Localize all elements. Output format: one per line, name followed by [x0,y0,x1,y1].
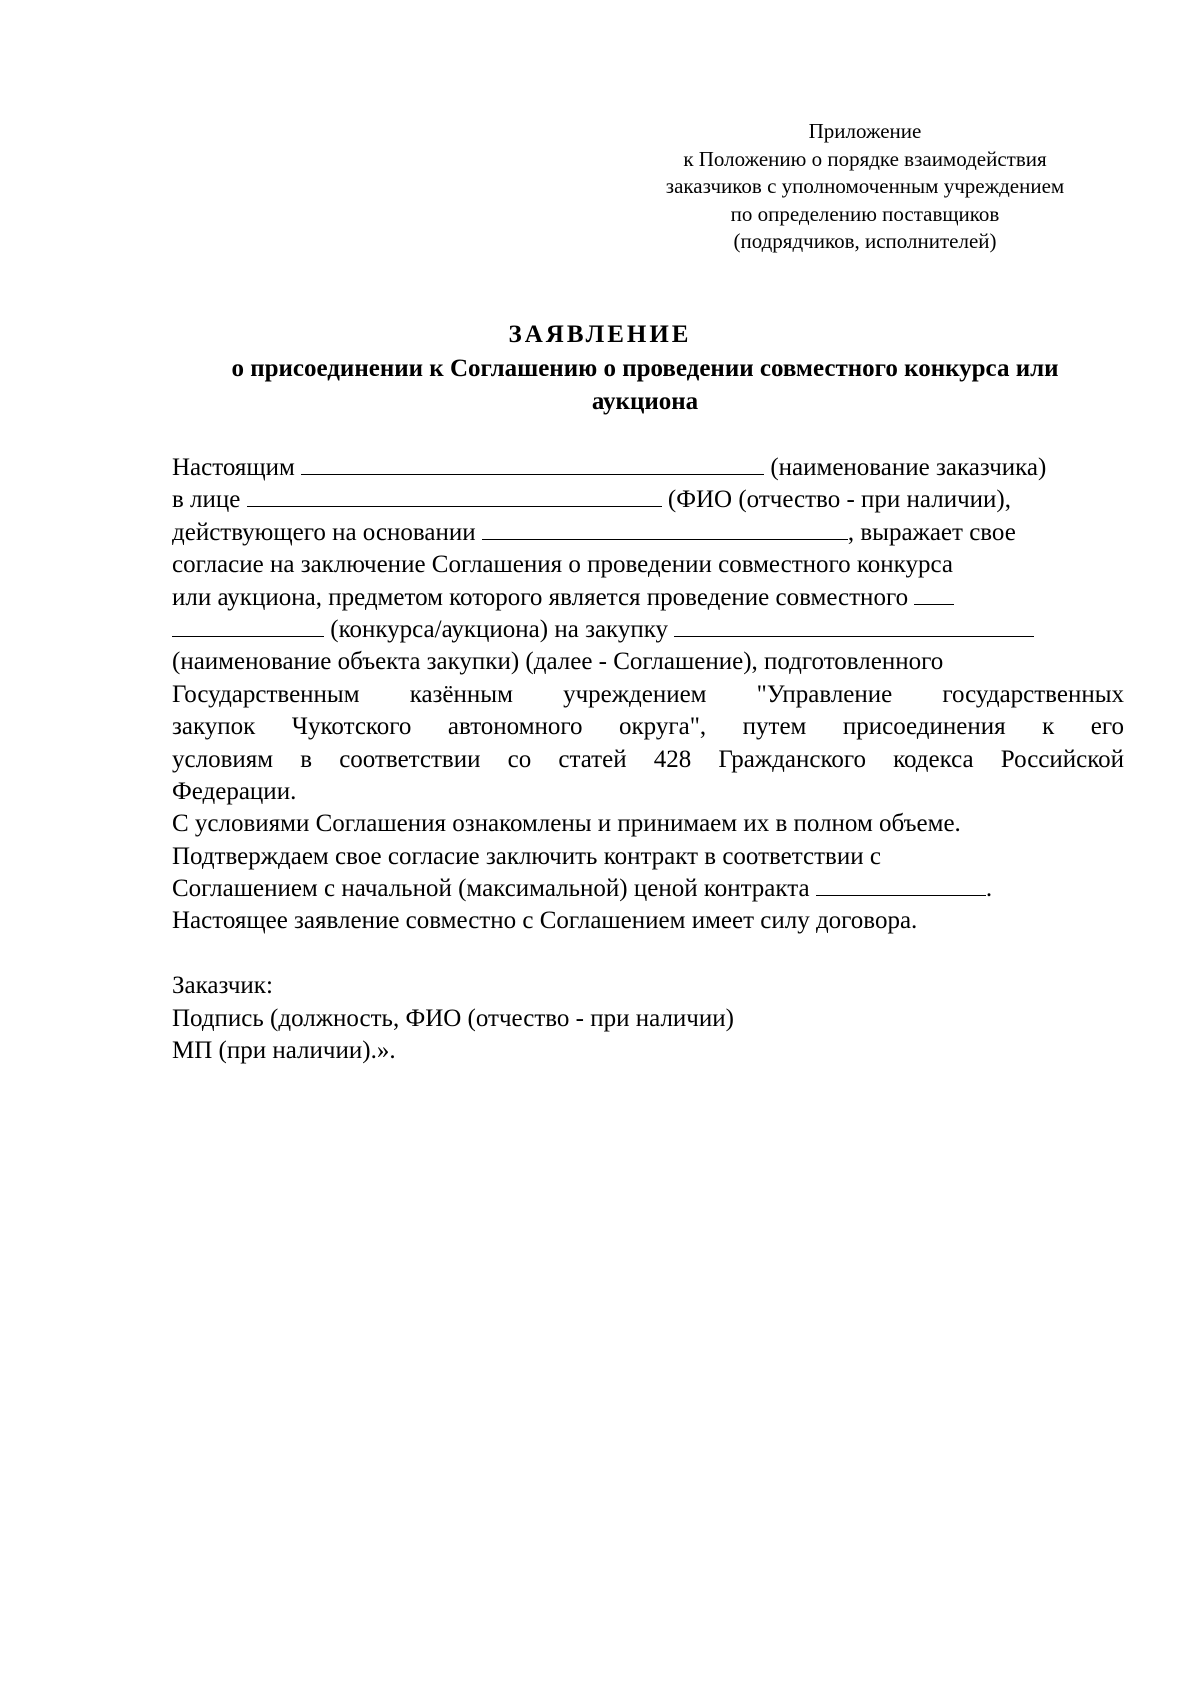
appendix-line: (подрядчиков, исполнителей) [733,229,997,253]
body-text: (конкурса/аукциона) на закупку [330,615,669,643]
body-line [172,452,1124,484]
customer-name-blank [301,452,764,475]
appendix-line: к Положению о порядке взаимодействия [683,146,1047,171]
representative-name-blank [247,484,662,507]
body-line [172,873,1124,905]
body-line [172,582,1124,614]
procurement-type-blank [914,582,954,605]
body-text: , выражает свое [847,518,1016,546]
body-line [172,484,1124,516]
body-line: закупок Чукотского автономного округа", путем присоединения к его [172,713,1124,741]
body-line: Подтверждаем свое согласие заключить контракт в соответствии с [172,842,881,870]
stamp-line: МП (при наличии).». [172,1037,396,1065]
body-line: Государственным казённым учреждением "Управление государственных [172,680,1124,708]
appendix-line: по определению поставщиков [730,201,1000,226]
body-line: (наименование объекта закупки) (далее - Соглашение), подготовленного [172,648,944,676]
body-text: . [985,875,993,903]
body-line: условиям в соответствии со статей 428 Гражданского кодекса Российской [172,745,1124,773]
appendix-line: заказчиков с уполномоченным учреждением [665,174,1065,198]
body-line [172,517,1124,549]
spacer [172,938,1124,970]
body-text: или аукциона, предметом которого является проведение совместного [172,583,909,611]
appendix-line: Приложение [808,119,922,143]
application-body [172,452,1124,1067]
document-title: ЗАЯВЛЕНИЕ [508,321,692,348]
body-text: Соглашением с начальной (максимальной) ценой контракта [172,875,810,903]
body-text: действующего на основании [172,518,476,546]
body-line: Настоящее заявление совместно с Соглашением имеет силу договора. [172,907,918,935]
contract-price-blank [816,873,986,896]
procurement-object-blank [674,614,1034,637]
document-subtitle [170,352,1120,418]
procurement-type-blank-cont [172,614,324,637]
signature-line: Подпись (должность, ФИО (отчество - при наличии) [172,1004,734,1032]
subtitle-line: о присоединении к Соглашению о проведении совместного конкурса или [231,355,1059,382]
body-text: в лице [172,486,241,514]
signature-customer-label: Заказчик: [172,972,273,1000]
body-line: согласие на заключение Соглашения о проведении совместного конкурса [172,551,953,579]
body-text: (ФИО (отчество - при наличии), [667,486,1011,514]
basis-document-blank [482,517,848,540]
body-line [172,614,1124,646]
body-text: Настоящим [172,454,295,481]
subtitle-line: аукциона [591,388,699,415]
body-line: С условиями Соглашения ознакомлены и принимаем их в полном объеме. [172,810,961,838]
body-line: Федерации. [172,777,297,805]
body-text: (наименование заказчика) [770,454,1047,481]
appendix-header [600,118,1130,256]
